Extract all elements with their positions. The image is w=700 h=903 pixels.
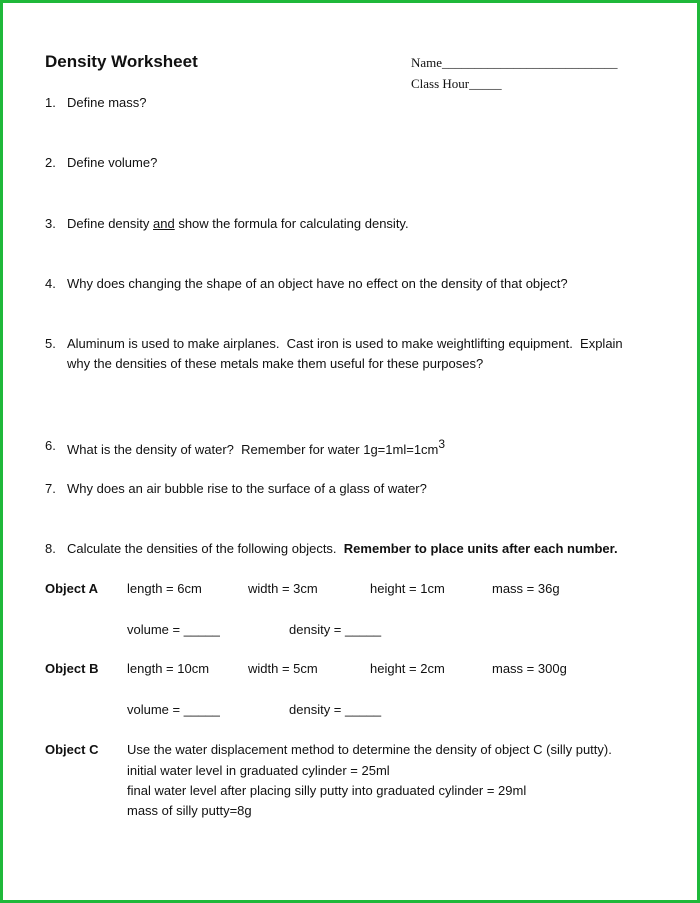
object-c-line-1: Use the water displacement method to determine the density of object C (silly putty). xyxy=(127,742,612,757)
question-4 xyxy=(45,274,568,294)
object-c-line-3: final water level after placing silly putty into graduated cylinder = 29ml xyxy=(127,783,527,798)
object-a-length: length = 6cm xyxy=(127,581,202,596)
object-b-volume: volume = _____ xyxy=(127,702,220,717)
page-title: Density Worksheet xyxy=(45,52,198,71)
question-3 xyxy=(45,214,409,234)
question-text-line-1: Aluminum is used to make airplanes. Cast iron is used to make weightlifting equipment. Explain xyxy=(67,336,623,351)
object-a-label: Object A xyxy=(45,581,98,596)
question-number: 8. xyxy=(45,541,56,556)
question-text: Why does changing the shape of an object have no effect on the density of that object? xyxy=(67,276,568,291)
question-1 xyxy=(45,93,146,113)
object-a-width: width = 3cm xyxy=(248,581,318,596)
object-c-line-2: initial water level in graduated cylinder = 25ml xyxy=(127,763,390,778)
object-a-density: density = _____ xyxy=(289,622,382,637)
question-6 xyxy=(45,436,445,460)
question-8 xyxy=(45,539,618,559)
class-hour-field: Class Hour_____ xyxy=(411,76,502,91)
object-b-width: width = 5cm xyxy=(248,661,318,676)
question-text: Why does an air bubble rise to the surface of a glass of water? xyxy=(67,481,427,496)
name-field: Name___________________________ xyxy=(411,55,618,70)
question-number: 6. xyxy=(45,438,56,453)
question-7 xyxy=(45,479,427,499)
object-b-density: density = _____ xyxy=(289,702,382,717)
object-b-height: height = 2cm xyxy=(370,661,445,676)
object-a-mass: mass = 36g xyxy=(492,581,560,596)
object-b-label: Object B xyxy=(45,661,99,676)
question-number: 2. xyxy=(45,155,56,170)
question-number: 7. xyxy=(45,481,56,496)
question-number: 3. xyxy=(45,216,56,231)
question-number: 1. xyxy=(45,95,56,110)
question-text: Define mass? xyxy=(67,95,147,110)
superscript-3: 3 xyxy=(438,437,446,451)
object-c-label: Object C xyxy=(45,742,99,757)
question-text: Define density and show the formula for calculating density. xyxy=(67,216,409,231)
object-b-mass: mass = 300g xyxy=(492,661,567,676)
question-number: 4. xyxy=(45,276,56,291)
question-2 xyxy=(45,153,157,173)
object-b-length: length = 10cm xyxy=(127,661,210,676)
question-5 xyxy=(45,334,623,374)
question-text-line-2: why the densities of these metals make them useful for these purposes? xyxy=(67,356,484,371)
question-text: What is the density of water? Remember for water $1g=1ml=1cm^3$ xyxy=(67,437,446,457)
object-c-line-4: mass of silly putty=8g xyxy=(127,803,252,818)
object-a-volume: volume = _____ xyxy=(127,622,220,637)
question-number: 5. xyxy=(45,336,56,351)
question-text: Calculate the densities of the following objects. Remember to place units after each number. xyxy=(67,541,618,556)
question-text: Define volume? xyxy=(67,155,158,170)
object-a-height: height = 1cm xyxy=(370,581,445,596)
